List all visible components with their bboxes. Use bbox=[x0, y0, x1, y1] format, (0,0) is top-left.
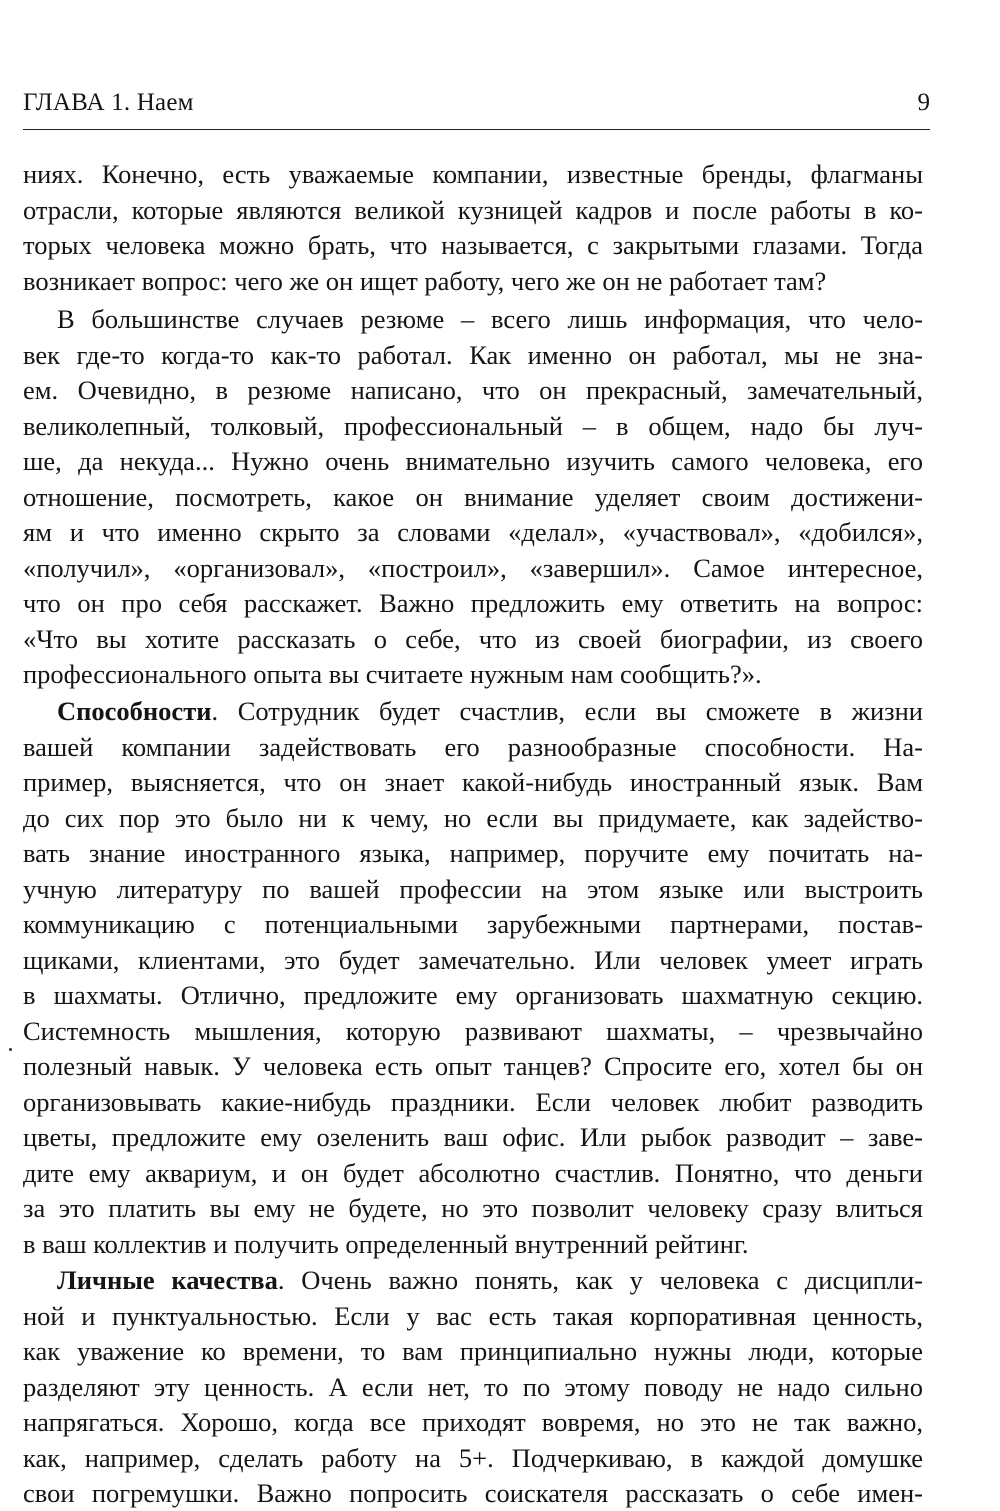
chapter-title: ГЛАВА 1. Наем bbox=[23, 89, 194, 116]
text-run: . Очень важно понять, как у человека с дисципли- bbox=[277, 1265, 923, 1295]
page-number: 9 bbox=[917, 89, 930, 116]
text-line: цветы, предложите ему озеленить ваш офис. Или рыбок разводит – заве- bbox=[23, 1122, 923, 1152]
text-line: ниях. Конечно, есть уважаемые компании, известные бренды, флагманы bbox=[23, 159, 923, 189]
text-line: В большинстве случаев резюме – всего лишь информация, что чело- bbox=[57, 304, 923, 334]
text-line: коммуникацию с потенциальными зарубежными партнерами, постав- bbox=[23, 909, 923, 939]
text-line: Системность мышления, которую развивают шахматы, – чрезвычайно bbox=[23, 1015, 923, 1046]
text-line: как уважение ко времени, то вам принципиально нужны люди, которые bbox=[23, 1336, 923, 1366]
text-line: в шахматы. Отлично, предложите ему организовать шахматную секцию. bbox=[23, 980, 923, 1010]
text-line: полезный навык. У человека есть опыт танцев? Спросите его, хотел бы он bbox=[23, 1051, 923, 1081]
text-line: торых человека можно брать, что называется, с закрытыми глазами. Тогда bbox=[23, 230, 923, 260]
text-run: . Сотрудник будет счастлив, если вы сможете в жизни bbox=[211, 696, 923, 726]
text-line: отрасли, которые являются великой кузницей кадров и после работы в ко- bbox=[23, 194, 923, 225]
text-line: «получил», «организовал», «построил», «завершил». Самое интересное, bbox=[23, 552, 923, 583]
text-line: что он про себя расскажет. Важно предложить ему ответить на вопрос: bbox=[23, 588, 923, 618]
text-line: дите ему аквариум, и он будет абсолютно счастлив. Понятно, что деньги bbox=[23, 1157, 923, 1188]
text-line: отношение, посмотреть, какое он внимание уделяет своим достижени- bbox=[23, 481, 923, 512]
text-line: профессионального опыта вы считаете нужным нам сообщить?». bbox=[23, 659, 762, 689]
running-head bbox=[23, 86, 930, 126]
text-line: возникает вопрос: чего же он ищет работу, чего же он не работает там? bbox=[23, 265, 827, 296]
header-rule bbox=[23, 129, 930, 130]
text-line: вать знание иностранного языка, например, поручите ему почитать на- bbox=[23, 838, 923, 868]
text-line bbox=[57, 1262, 923, 1298]
text-line: ям и что именно скрыто за словами «делал», «участвовал», «добился», bbox=[23, 517, 923, 547]
text-line bbox=[57, 693, 923, 729]
text-line: век где-то когда-то как-то работал. Как именно он работал, мы не зна- bbox=[23, 339, 923, 370]
text-line: свои погремушки. Важно попросить соискателя рассказать о себе имен- bbox=[23, 1478, 923, 1508]
text-line: как, например, сделать работу на 5+. Подчеркиваю, в каждой домушке bbox=[23, 1442, 923, 1473]
text-line: в ваш коллектив и получить определенный внутренний рейтинг. bbox=[23, 1228, 749, 1259]
run-in-heading: Способности bbox=[57, 696, 212, 726]
scan-speck bbox=[9, 1048, 12, 1051]
text-line: ем. Очевидно, в резюме написано, что он прекрасный, замечательный, bbox=[23, 375, 923, 405]
text-line: «Что вы хотите рассказать о себе, что из своей биографии, из своего bbox=[23, 623, 923, 654]
text-line: разделяют эту ценность. А если нет, то по этому поводу не надо сильно bbox=[23, 1371, 923, 1402]
text-line: ной и пунктуальностью. Если у вас есть такая корпоративная ценность, bbox=[23, 1300, 923, 1331]
text-line: вашей компании задействовать его разнообразные способности. На- bbox=[23, 731, 923, 762]
run-in-heading: Личные качества bbox=[57, 1265, 278, 1295]
text-line: за это платить вы ему не будете, но это позволит человеку сразу влиться bbox=[23, 1193, 923, 1223]
text-line: щиками, клиентами, это будет замечательно. Или человек умеет играть bbox=[23, 944, 923, 975]
text-line: пример, выясняется, что он знает какой-нибудь иностранный язык. Вам bbox=[23, 767, 923, 797]
text-line: ше, да некуда... Нужно очень внимательно изучить самого человека, его bbox=[23, 446, 923, 476]
text-line: напрягаться. Хорошо, когда все приходят вовремя, но это не так важно, bbox=[23, 1407, 923, 1437]
text-line: учную литературу по вашей профессии на этом языке или выстроить bbox=[23, 873, 923, 904]
text-line: до сих пор это было ни к чему, но если вы придумаете, как задейство- bbox=[23, 802, 923, 833]
text-line: великолепный, толковый, профессиональный – в общем, надо бы луч- bbox=[23, 410, 923, 441]
text-line: организовывать какие-нибудь праздники. Если человек любит разводить bbox=[23, 1086, 923, 1117]
